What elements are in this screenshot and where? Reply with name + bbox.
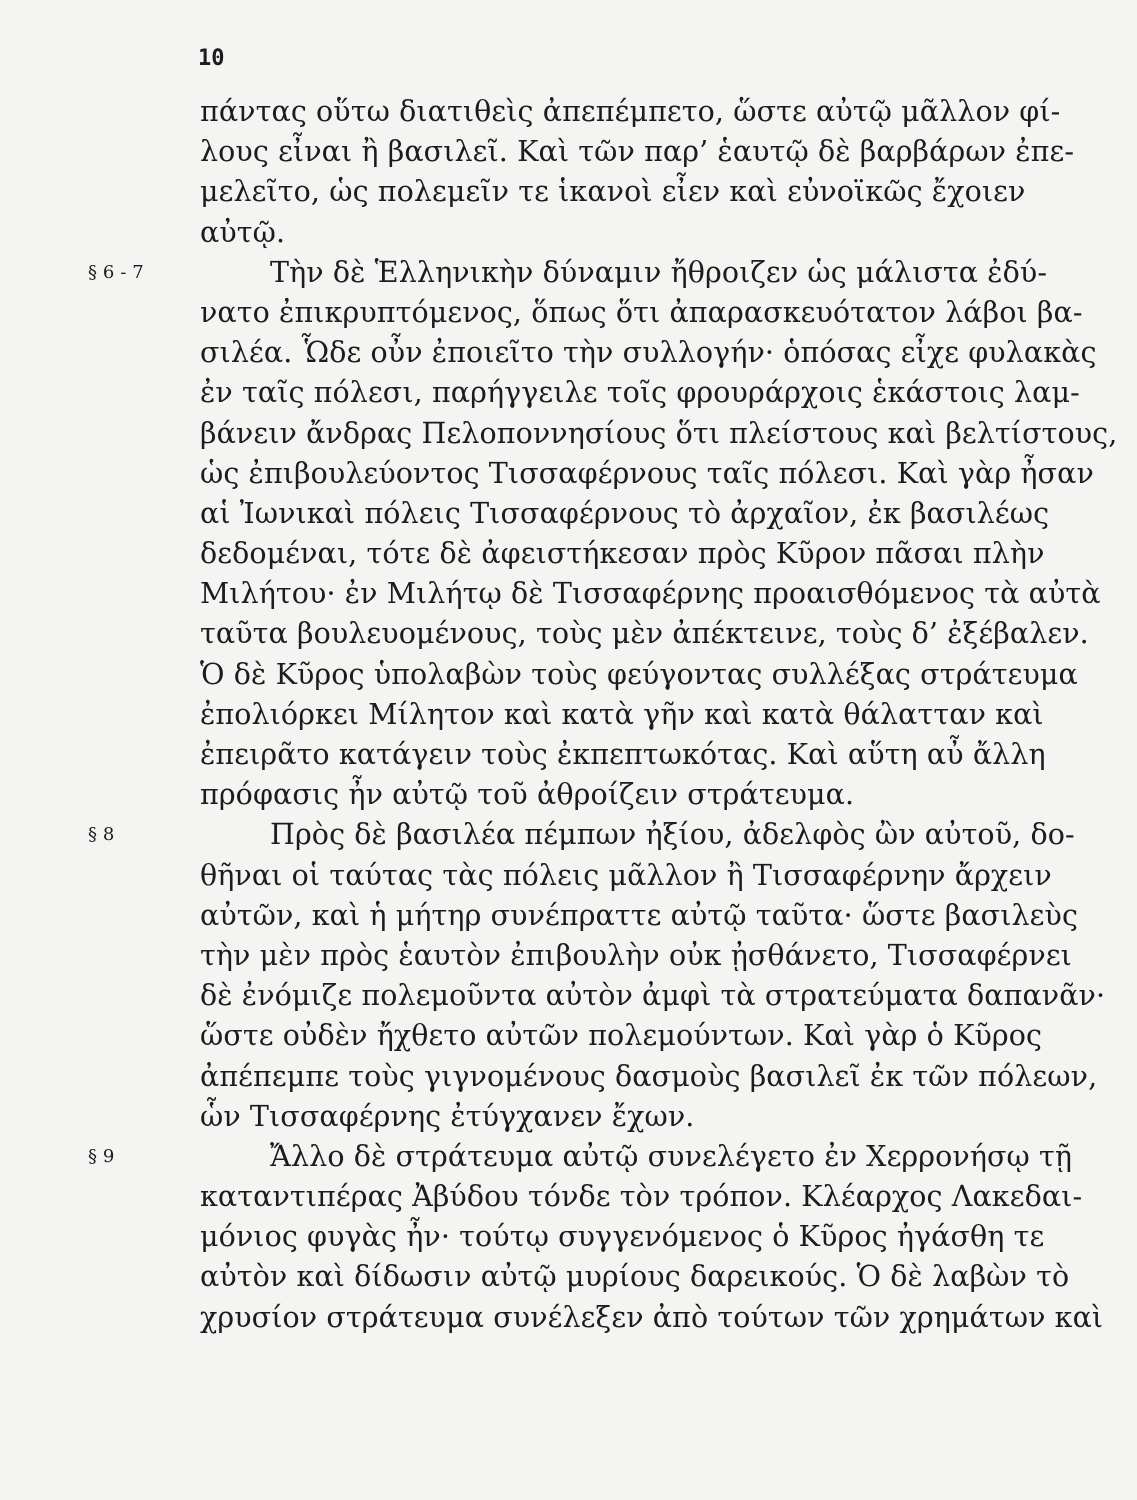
- text-line: [200, 655, 1080, 695]
- text-line: [200, 213, 1080, 253]
- section-marker: § 6 - 7: [88, 261, 144, 283]
- text-line: [200, 1217, 1080, 1257]
- text-line: [200, 695, 1080, 735]
- line-text: δεδομέναι, τότε δὲ ἀφειστήκεσαν πρὸς Κῦρον πᾶσαι πλὴν: [200, 537, 1045, 571]
- text-line: [200, 1177, 1083, 1217]
- line-text: ταῦτα βουλευομένους, τοὺς μὲν ἀπέκτεινε, τοὺς δ’ ἐξέβαλεν.: [200, 617, 1089, 651]
- line-text: ἀπέπεμπε τοὺς γιγνομένους δασμοὺς βασιλεῖ ἐκ τῶν πόλεων,: [200, 1059, 1098, 1093]
- line-text: θῆναι οἱ ταύτας τὰς πόλεις μᾶλλον ἢ Τισσαφέρνην ἄρχειν: [200, 858, 1052, 892]
- text-line: [200, 1057, 1098, 1097]
- line-text: βάνειν ἄνδρας Πελοποννησίους ὅτι πλείστους καὶ βελτίστους,: [200, 416, 1118, 450]
- text-line: [200, 494, 1080, 534]
- line-text: Ὁ δὲ Κῦρος ὑπολαβὼν τοὺς φεύγοντας συλλέξας στράτευμα: [200, 657, 1078, 691]
- text-line: [200, 534, 1080, 574]
- line-text: αὐτῶν, καὶ ἡ μήτηρ συνέπραττε αὐτῷ ταῦτα· ὥστε βασιλεὺς: [200, 898, 1079, 932]
- line-text: χρυσίον στράτευμα συνέλεξεν ἀπὸ τούτων τῶν χρημάτων καὶ: [200, 1300, 1104, 1334]
- line-text: λους εἶναι ἢ βασιλεῖ. Καὶ τῶν παρ’ ἑαυτῷ δὲ βαρβάρων ἐπε-: [200, 135, 1075, 169]
- main-text: [88, 92, 1118, 1338]
- line-text: ὧν Τισσαφέρνης ἐτύγχανεν ἔχων.: [200, 1099, 695, 1133]
- text-line: [200, 614, 1089, 654]
- text-line: [200, 132, 1080, 172]
- text-line: [200, 976, 1106, 1016]
- line-text: καταντιπέρας Ἀβύδου τόνδε τὸν τρόπον. Κλέαρχος Λακεδαι-: [200, 1180, 1083, 1214]
- line-text: πρόφασις ἦν αὐτῷ τοῦ ἀθροίζειν στράτευμα.: [200, 778, 855, 812]
- line-text: Πρὸς δὲ βασιλέα πέμπων ἠξίου, ἀδελφὸς ὢν αὐτοῦ, δο-: [270, 818, 1075, 852]
- text-line: [200, 574, 1101, 614]
- line-text: πάντας οὕτω διατιθεὶς ἀπεπέμπετο, ὥστε αὐτῷ μᾶλλον φί-: [200, 95, 1061, 128]
- text-line: [200, 333, 1097, 373]
- line-text: Ἄλλο δὲ στράτευμα αὐτῷ συνελέγετο ἐν Χερρονήσῳ τῇ: [270, 1139, 1073, 1173]
- text-line: [200, 92, 1080, 132]
- line-text: ὡς ἐπιβουλεύοντος Τισσαφέρνους ταῖς πόλεσι. Καὶ γὰρ ἦσαν: [200, 456, 1094, 490]
- text-line: [200, 856, 1080, 896]
- text-line: [200, 735, 1080, 775]
- text-line: [200, 1298, 1104, 1338]
- line-text: αὐτῷ.: [200, 215, 286, 249]
- line-text: σιλέα. Ὧδε οὖν ἐποιεῖτο τὴν συλλογήν· ὁπόσας εἶχε φυλακὰς: [200, 336, 1097, 370]
- page-number: 10: [198, 46, 225, 71]
- line-text: νατο ἐπικρυπτόμενος, ὅπως ὅτι ἀπαρασκευότατον λάβοι βα-: [200, 295, 1083, 329]
- line-text: δὲ ἐνόμιζε πολεμοῦντα αὐτὸν ἀμφὶ τὰ στρατεύματα δαπανᾶν·: [200, 979, 1106, 1013]
- text-line: [200, 896, 1080, 936]
- line-text: μόνιος φυγὰς ἦν· τούτῳ συγγενόμενος ὁ Κῦρος ἠγάσθη τε: [200, 1220, 1045, 1254]
- text-line: [200, 1257, 1080, 1297]
- line-text: αὐτὸν καὶ δίδωσιν αὐτῷ μυρίους δαρεικούς. Ὁ δὲ λαβὼν τὸ: [200, 1260, 1070, 1294]
- text-line: [200, 172, 1080, 212]
- line-text: μελεῖτο, ὡς πολεμεῖν τε ἱκανοὶ εἶεν καὶ εὐνοϊκῶς ἔχοιεν: [200, 175, 1026, 209]
- text-line: [200, 454, 1094, 494]
- line-text: Τὴν δὲ Ἑλληνικὴν δύναμιν ἤθροιζεν ὡς μάλιστα ἐδύ-: [270, 255, 1048, 289]
- line-text: ἐν ταῖς πόλεσι, παρήγγειλε τοῖς φρουράρχοις ἑκάστοις λαμ-: [200, 376, 1080, 410]
- text-line: [88, 815, 1080, 855]
- section-marker: § 8: [88, 824, 115, 846]
- text-line: [200, 775, 1080, 815]
- text-line: [200, 414, 1118, 454]
- text-line: [200, 1016, 1080, 1056]
- text-line: [200, 373, 1080, 413]
- line-text: τὴν μὲν πρὸς ἑαυτὸν ἐπιβουλὴν οὐκ ᾐσθάνετο, Τισσαφέρνει: [200, 938, 1072, 972]
- text-line: [200, 1097, 1080, 1137]
- text-line: [88, 253, 1080, 293]
- text-line: [88, 1137, 1080, 1177]
- line-text: ἐπολιόρκει Μίλητον καὶ κατὰ γῆν καὶ κατὰ θάλατταν καὶ: [200, 697, 1044, 731]
- text-line: [200, 293, 1083, 333]
- text-line: [200, 936, 1080, 976]
- line-text: αἱ Ἰωνικαὶ πόλεις Τισσαφέρνους τὸ ἀρχαῖον, ἐκ βασιλέως: [200, 496, 1050, 530]
- section-marker: § 9: [88, 1145, 115, 1167]
- line-text: ὥστε οὐδὲν ἤχθετο αὐτῶν πολεμούντων. Καὶ γὰρ ὁ Κῦρος: [200, 1019, 1043, 1053]
- line-text: Μιλήτου· ἐν Μιλήτῳ δὲ Τισσαφέρνης προαισθόμενος τὰ αὐτὰ: [200, 577, 1101, 611]
- line-text: ἐπειρᾶτο κατάγειν τοὺς ἐκπεπτωκότας. Καὶ αὕτη αὖ ἄλλη: [200, 738, 1046, 771]
